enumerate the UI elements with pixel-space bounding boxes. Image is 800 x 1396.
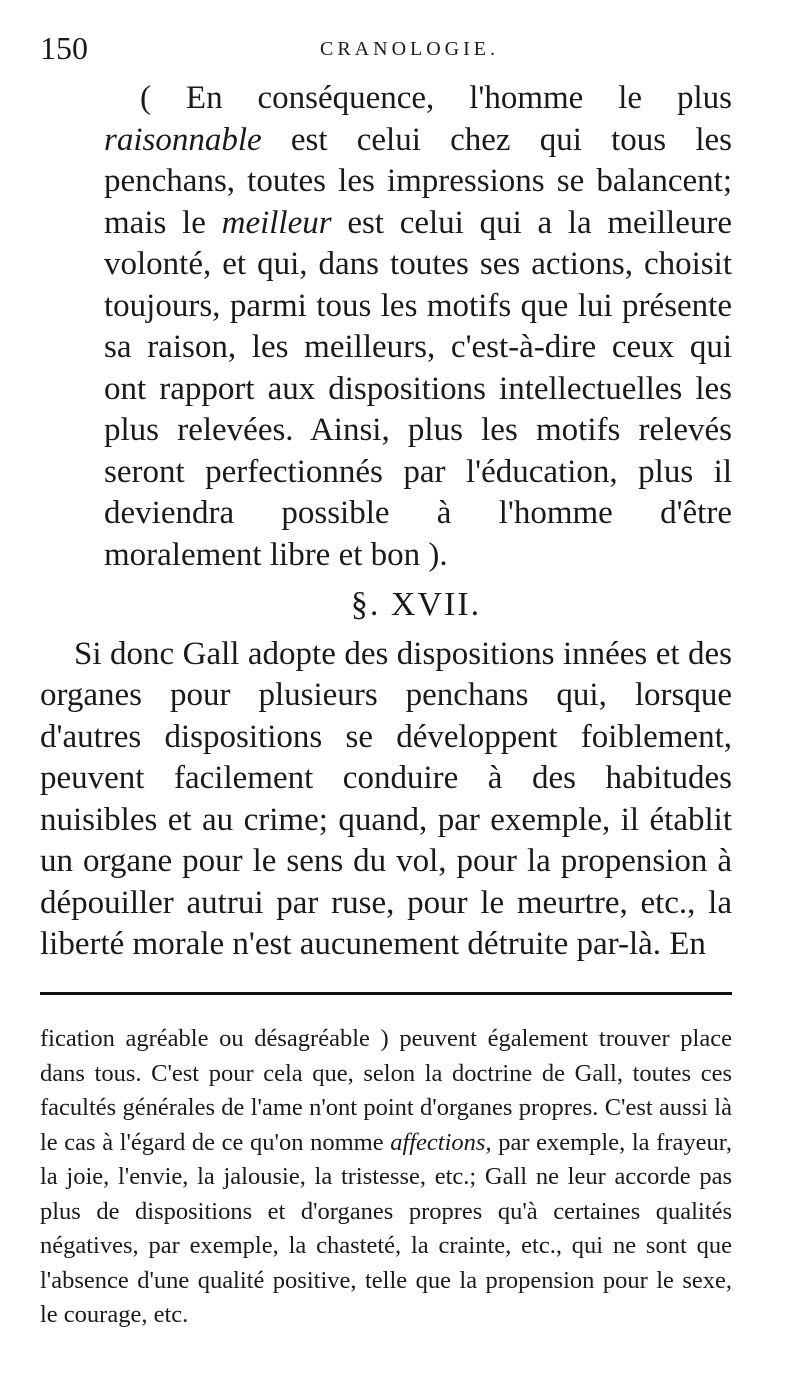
section-heading: §. XVII. bbox=[350, 586, 482, 623]
paragraph-conclusion bbox=[40, 78, 732, 576]
running-head: CRANOLOGIE. bbox=[320, 38, 499, 60]
page-number: 150 bbox=[40, 30, 88, 66]
paragraph-text: ( En conséquence, l'homme le plus bbox=[140, 80, 732, 116]
footnote-divider bbox=[40, 992, 732, 995]
footnote bbox=[40, 1022, 732, 1333]
footnote-text: fication agréable ou désagréable ) peuvent également trouver place dans tous. C'est pour cela que, selon la doctrine de Gall, toutes ces facultés générales de l'ame n'ont point d'organes propres. C'est aussi là le cas à l'égard de ce qu'on nomme bbox=[40, 1025, 732, 1156]
footnote-text: , par exemple, la frayeur, la joie, l'envie, la jalousie, la tristesse, etc.; Gall ne leur accorde pas plus de dispositions et d'organes propres qu'à certaines qualités négatives, par exemple, la chasteté, la crainte, etc., qui ne sont que l'absence d'une qualité positive, telle que la propension pour le sexe, le courage, etc. bbox=[40, 1128, 732, 1328]
footnote-paragraph bbox=[40, 1022, 732, 1333]
italic-term: meilleur bbox=[221, 204, 332, 241]
paragraph-section-xvii: Si donc Gall adopte des dispositions innées et des organes pour plusieurs penchans qui, lorsque d'autres dispositions se développent foiblement, peuvent facilement conduire à des habitudes nuisibles et au crime; quand, par exemple, il établit un organe pour le sens du vol, pour la propension à dépouiller autrui par ruse, pour le meurtre, etc., la liberté morale n'est aucunement détruite par-là. En bbox=[40, 635, 732, 962]
italic-term: affections bbox=[390, 1128, 486, 1156]
italic-term: raisonnable bbox=[104, 121, 262, 158]
paragraph-text: est celui chez qui tous les penchans, toutes les impressions se balancent; mais le bbox=[104, 121, 732, 241]
main-text bbox=[40, 78, 732, 966]
page-header bbox=[40, 30, 730, 70]
paragraph-text: est celui qui a la meilleure volonté, et qui, dans toutes ses actions, choisit toujours, parmi tous les motifs que lui présente sa raison, les meilleurs, c'est-à-dire ceux qui ont rapport aux dispositions intellectuelles les plus relevées. Ainsi, plus les motifs relevés seront perfectionnés par l'éducation, plus il deviendra possible à l'homme d'être moralement libre et bon ). bbox=[104, 204, 732, 573]
